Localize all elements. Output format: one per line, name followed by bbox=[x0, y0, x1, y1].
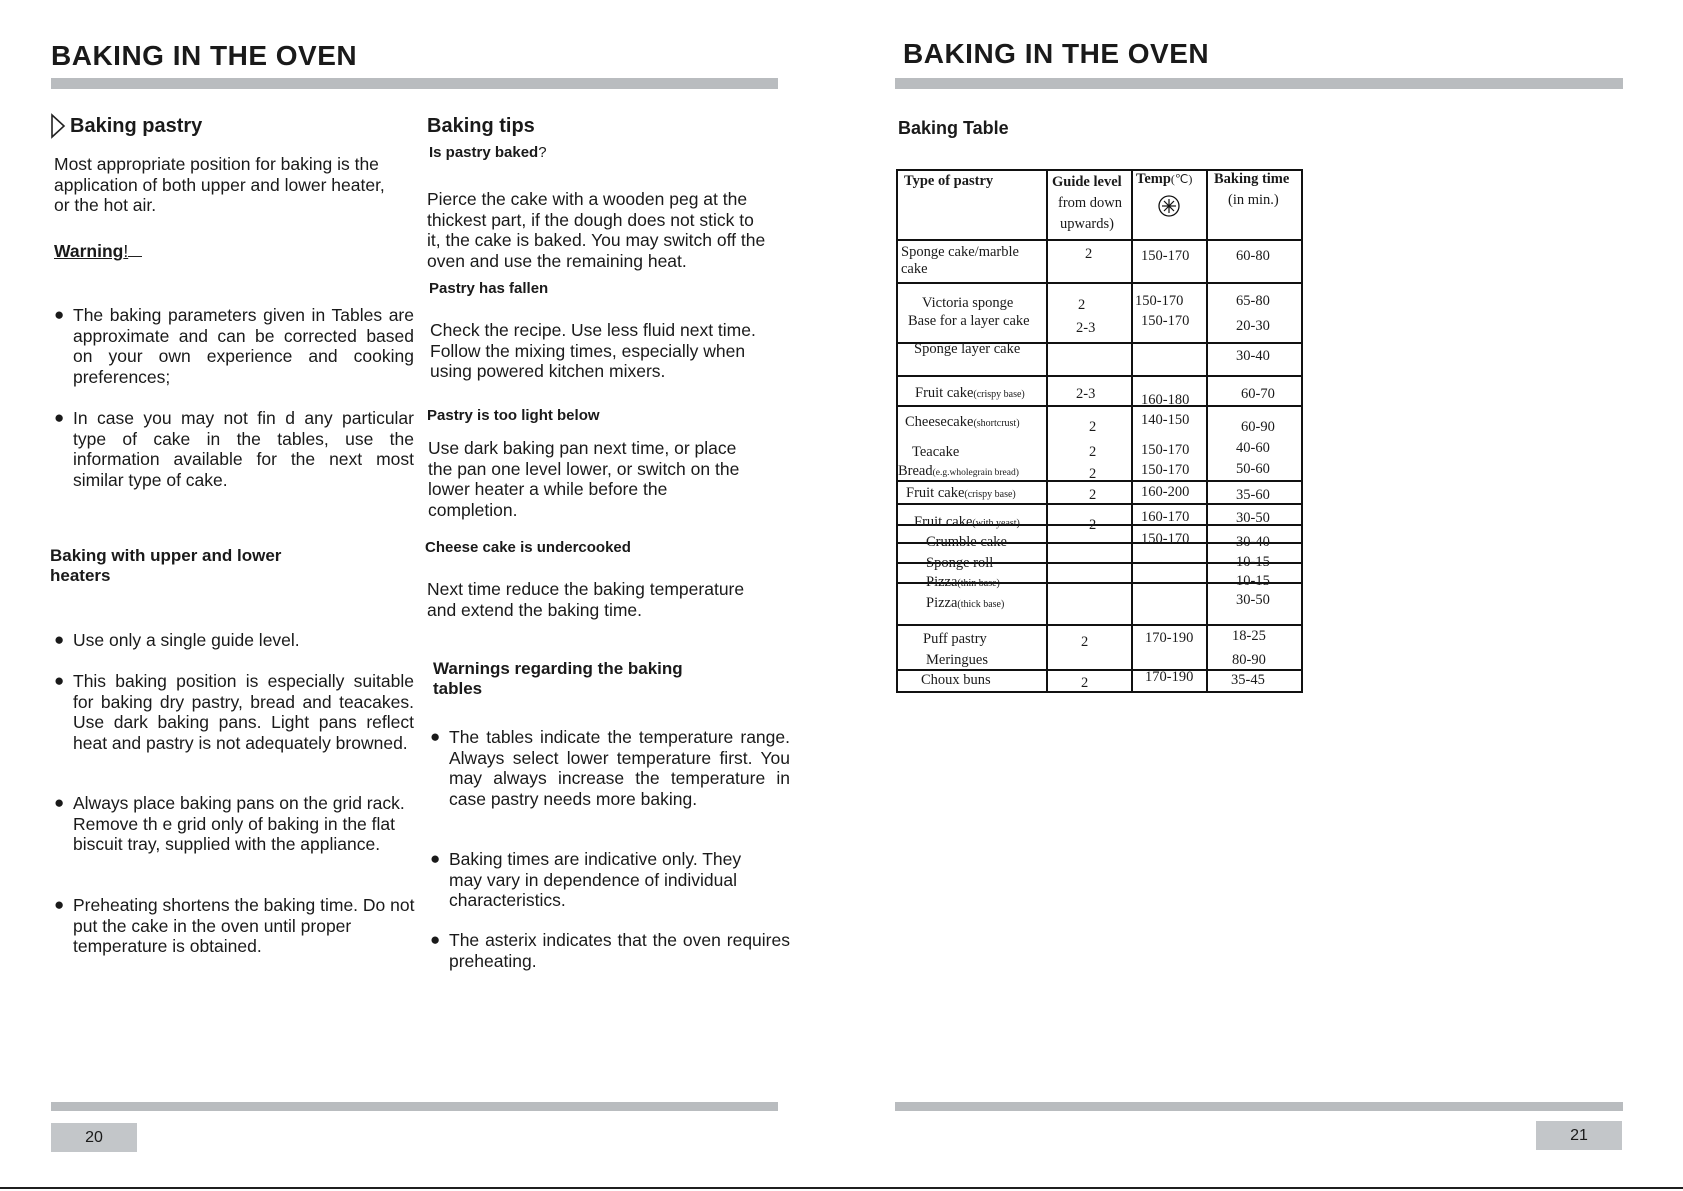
bullet-dot-icon: ● bbox=[54, 630, 65, 649]
tip-question: Pastry has fallen bbox=[429, 280, 549, 297]
time-value: 50-60 bbox=[1236, 461, 1270, 477]
column-divider bbox=[1046, 169, 1048, 693]
header-temp bbox=[1136, 171, 1192, 188]
warnings-title-line2: tables bbox=[433, 679, 483, 698]
time-value: 40-60 bbox=[1236, 440, 1270, 456]
time-value: 30-50 bbox=[1236, 510, 1270, 526]
pastry-name-main: Pizza bbox=[926, 574, 958, 590]
bullet-dot-icon: ● bbox=[430, 727, 441, 746]
column-divider bbox=[1131, 169, 1133, 693]
time-value: 35-60 bbox=[1236, 487, 1270, 503]
bullet-text: The asterix indicates that the oven requires preheating. bbox=[449, 930, 790, 971]
pastry-name-note: (thick base) bbox=[957, 599, 1005, 610]
pastry-name: Teacake bbox=[912, 444, 960, 460]
time-value: 10-15 bbox=[1236, 554, 1270, 570]
bullet-dot-icon: ● bbox=[54, 793, 65, 812]
time-value: 30-40 bbox=[1236, 534, 1270, 550]
pastry-name bbox=[926, 574, 1000, 592]
left-header-rule bbox=[51, 78, 778, 89]
warning-heading bbox=[54, 241, 142, 262]
time-value: 60-80 bbox=[1236, 248, 1270, 264]
guide-value: 2-3 bbox=[1076, 386, 1096, 402]
pastry-name: Crumble cake bbox=[926, 534, 1007, 550]
guide-value: 2 bbox=[1089, 419, 1097, 435]
pastry-name-main: Fruit cake bbox=[906, 485, 965, 501]
bullet-item bbox=[430, 849, 779, 911]
header-time: Baking time bbox=[1214, 171, 1290, 187]
time-value: 60-90 bbox=[1241, 419, 1275, 435]
left-footer-rule bbox=[51, 1102, 778, 1111]
guide-value: 2 bbox=[1089, 444, 1097, 460]
tip-question-text: Is pastry baked bbox=[429, 144, 539, 161]
time-value: 20-30 bbox=[1236, 318, 1270, 334]
pastry-name: Victoria sponge bbox=[922, 295, 1014, 311]
row-divider bbox=[896, 282, 1303, 284]
baking-table bbox=[896, 169, 1303, 693]
time-value: 60-70 bbox=[1241, 386, 1275, 402]
row-divider bbox=[896, 669, 1303, 671]
baking-tips-title: Baking tips bbox=[427, 115, 535, 137]
pastry-name: Sponge roll bbox=[926, 555, 994, 571]
tip-answer: Next time reduce the baking temperature and extend the baking time. bbox=[427, 579, 745, 620]
bullet-text: Use only a single guide level. bbox=[73, 630, 300, 650]
warning-mark: ! bbox=[123, 241, 129, 261]
column-divider bbox=[1206, 169, 1208, 693]
bullet-item bbox=[430, 727, 790, 809]
temp-value: 160-170 bbox=[1141, 509, 1190, 525]
pastry-name: Sponge cake/marble bbox=[901, 244, 1019, 260]
guide-value: 2 bbox=[1085, 246, 1093, 262]
pastry-name-main: Cheesecake bbox=[905, 414, 974, 430]
pastry-name-main: Fruit cake bbox=[915, 385, 974, 401]
time-value: 30-50 bbox=[1236, 592, 1270, 608]
time-value: 35-45 bbox=[1231, 672, 1265, 688]
time-value: 10-15 bbox=[1236, 573, 1270, 589]
pastry-name: Puff pastry bbox=[923, 631, 987, 647]
tip-question-mark: ? bbox=[538, 144, 547, 161]
pastry-name-main: Fruit cake bbox=[914, 514, 973, 530]
bullet-text: The baking parameters given in Tables are approximate and can be corrected based on your own experience and cooking preferences; bbox=[73, 305, 414, 387]
pastry-name: Sponge layer cake bbox=[914, 341, 1021, 357]
bullet-text: Preheating shortens the baking time. Do not put the cake in the oven until proper temperature is obtained. bbox=[73, 895, 415, 956]
time-value: 80-90 bbox=[1232, 652, 1266, 668]
pastry-name-cont: cake bbox=[901, 261, 928, 277]
pastry-name-note: (crispy base) bbox=[964, 489, 1016, 500]
temp-value: 150-170 bbox=[1141, 462, 1190, 478]
pastry-name-note: (thin base) bbox=[957, 578, 1000, 589]
scan-bottom-edge bbox=[0, 1187, 1683, 1189]
bullet-dot-icon: ● bbox=[54, 305, 65, 324]
row-divider bbox=[896, 239, 1303, 241]
guide-value: 2 bbox=[1078, 297, 1086, 313]
baking-pastry-title: Baking pastry bbox=[70, 115, 203, 137]
pastry-name: Base for a layer cake bbox=[908, 313, 1030, 329]
pastry-name: Choux buns bbox=[921, 672, 991, 688]
header-guide: Guide level bbox=[1052, 174, 1122, 190]
upper-lower-title-line2: heaters bbox=[50, 566, 111, 585]
pastry-name bbox=[898, 463, 1019, 482]
time-value: 30-40 bbox=[1236, 348, 1270, 364]
bullet-item bbox=[54, 793, 414, 855]
triangle-outline-icon bbox=[50, 113, 66, 139]
bullet-text: Always place baking pans on the grid rack. Remove th e grid only of baking in the flat biscuit tray, supplied with the appliance. bbox=[73, 793, 405, 854]
temp-value: 150-170 bbox=[1141, 531, 1190, 547]
row-divider bbox=[896, 405, 1303, 407]
tip-answer: Pierce the cake with a wooden peg at the thickest part, if the dough does not stick to it, the cake is baked. You may switch off the oven and use the remaining heat. bbox=[427, 189, 766, 271]
baking-table-title: Baking Table bbox=[898, 118, 1009, 138]
guide-value: 2 bbox=[1089, 487, 1097, 503]
temp-value: 160-200 bbox=[1141, 484, 1190, 500]
pastry-name-main: Pizza bbox=[926, 595, 958, 611]
bullet-item bbox=[54, 630, 414, 651]
guide-value: 2 bbox=[1081, 675, 1089, 691]
temp-value: 150-170 bbox=[1141, 313, 1190, 329]
page-number-left: 20 bbox=[51, 1123, 137, 1152]
header-guide-sub: from down bbox=[1058, 195, 1123, 211]
pastry-name-note: (crispy base) bbox=[973, 389, 1025, 400]
bullet-text: In case you may not fin d any particular type of cake in the tables, use the information available for the next most similar type of cake. bbox=[73, 408, 414, 490]
bullet-text: This baking position is especially suitable for baking dry pastry, bread and teacakes. Use dark baking pans. Light pans reflect heat and pastry is not adequately browned. bbox=[73, 671, 414, 753]
left-page-title: BAKING IN THE OVEN bbox=[51, 40, 358, 71]
guide-value: 2 bbox=[1089, 466, 1097, 482]
bullet-dot-icon: ● bbox=[54, 671, 65, 690]
warnings-title-line1: Warnings regarding the baking bbox=[433, 659, 683, 678]
bullet-dot-icon: ● bbox=[54, 895, 65, 914]
bullet-text: The tables indicate the temperature range. Always select lower temperature first. You may always increase the temperature in case pastry needs more baking. bbox=[449, 727, 790, 809]
bullet-item bbox=[54, 671, 414, 753]
header-temp-label: Temp bbox=[1136, 171, 1171, 187]
header-time-sub: (in min.) bbox=[1228, 192, 1279, 208]
temp-value: 170-190 bbox=[1145, 630, 1194, 646]
pastry-name bbox=[906, 485, 1016, 503]
tip-answer: Check the recipe. Use less fluid next time. Follow the mixing times, especially when using powered kitchen mixers. bbox=[430, 320, 756, 381]
warning-label: Warning bbox=[54, 241, 124, 261]
right-header-rule bbox=[895, 78, 1623, 89]
header-type: Type of pastry bbox=[904, 173, 994, 189]
bullet-item bbox=[54, 408, 414, 490]
time-value: 18-25 bbox=[1232, 628, 1266, 644]
bullet-item bbox=[54, 895, 419, 957]
pastry-name-note: (e.g.wholegrain bread) bbox=[932, 468, 1019, 478]
temp-value: 170-190 bbox=[1145, 669, 1194, 685]
tip-question: Cheese cake is undercooked bbox=[425, 539, 631, 556]
temp-value: 150-170 bbox=[1141, 442, 1190, 458]
time-value: 65-80 bbox=[1236, 293, 1270, 309]
temp-value: 150-170 bbox=[1141, 248, 1190, 264]
right-footer-rule bbox=[895, 1102, 1623, 1111]
bullet-item bbox=[430, 930, 790, 971]
right-page-title: BAKING IN THE OVEN bbox=[903, 38, 1210, 69]
upper-lower-title-line1: Baking with upper and lower bbox=[50, 546, 282, 565]
temp-value: 150-170 bbox=[1135, 293, 1184, 309]
pastry-name: Meringues bbox=[926, 652, 989, 668]
header-guide-sub: upwards) bbox=[1060, 216, 1114, 232]
temp-value: 160-180 bbox=[1141, 392, 1190, 408]
guide-value: 2-3 bbox=[1076, 320, 1096, 336]
bullet-dot-icon: ● bbox=[54, 408, 65, 427]
guide-value: 2 bbox=[1089, 517, 1097, 533]
pastry-name bbox=[914, 514, 1020, 532]
pastry-name-main: Bread bbox=[898, 463, 933, 479]
bullet-dot-icon: ● bbox=[430, 849, 441, 868]
guide-value: 2 bbox=[1081, 634, 1089, 650]
pastry-name bbox=[926, 595, 1004, 613]
pastry-name-note: (shortcrust) bbox=[973, 418, 1020, 429]
tip-question: Pastry is too light below bbox=[427, 407, 600, 424]
page-number-right: 21 bbox=[1536, 1121, 1622, 1150]
tip-question bbox=[429, 144, 547, 161]
bullet-text: Baking times are indicative only. They may vary in dependence of individual characteristics. bbox=[449, 849, 742, 910]
row-divider bbox=[896, 624, 1303, 626]
tip-answer: Use dark baking pan next time, or place the pan one level lower, or switch on the lower heater a while before the completion. bbox=[428, 438, 740, 520]
bullet-item bbox=[54, 305, 414, 387]
pastry-name-note: (with yeast) bbox=[972, 518, 1020, 529]
bullet-dot-icon: ● bbox=[430, 930, 441, 949]
fan-icon bbox=[1158, 195, 1180, 217]
baking-pastry-intro: Most appropriate position for baking is the application of both upper and lower heater, or the hot air. bbox=[54, 154, 385, 215]
temp-value: 140-150 bbox=[1141, 412, 1190, 428]
pastry-name bbox=[905, 414, 1020, 432]
header-temp-unit: (℃) bbox=[1170, 172, 1193, 186]
pastry-name bbox=[915, 385, 1025, 403]
row-divider bbox=[896, 375, 1303, 377]
